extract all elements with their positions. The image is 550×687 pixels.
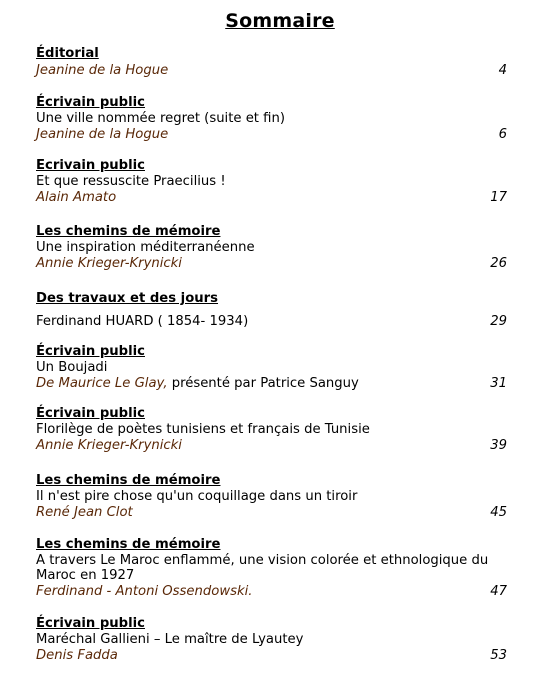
page-number: 45 [490, 505, 507, 520]
page-number: 4 [498, 63, 507, 78]
author-name: Ferdinand - Antoni Ossendowski. [36, 584, 253, 599]
section-heading: Les chemins de mémoire [36, 224, 221, 239]
page-number: 47 [490, 584, 507, 599]
toc-entry-ferdinand-huard [36, 291, 516, 330]
article-title: Et que ressuscite Praecilius ! [36, 174, 226, 189]
section-heading: Les chemins de mémoire [36, 473, 221, 488]
section-heading: Écrivain public [36, 95, 145, 110]
author-name: Denis Fadda [36, 648, 118, 663]
article-title: Il n'est pire chose qu'un coquillage dans un tiroir [36, 489, 358, 504]
author-line [36, 504, 516, 521]
page-number: 53 [490, 648, 507, 663]
section-heading: Ecrivain public [36, 158, 145, 173]
article-title: Florilège de poètes tunisiens et français de Tunisie [36, 422, 370, 437]
author-line [36, 437, 516, 454]
section-heading: Écrivain public [36, 344, 145, 359]
author-line [36, 126, 516, 143]
toc-entry-ville-nommee-regret [36, 95, 516, 143]
section-heading: Éditorial [36, 46, 99, 61]
author-line [36, 189, 516, 206]
section-heading: Écrivain public [36, 406, 145, 421]
page-number: 17 [490, 190, 507, 205]
article-title: Ferdinand HUARD ( 1854- 1934) [36, 314, 249, 329]
author-name: De Maurice Le Glay, [36, 376, 168, 391]
section-heading: Les chemins de mémoire [36, 537, 221, 552]
article-title: Une ville nommée regret (suite et fin) [36, 111, 285, 126]
page-number: 39 [490, 438, 507, 453]
toc-entry-marechal-gallieni [36, 616, 516, 664]
section-heading: Écrivain public [36, 616, 145, 631]
author-name: Annie Krieger-Krynicki [36, 256, 182, 271]
article-title: A travers Le Maroc enflammé, une vision colorée et ethnologique du Maroc en 1927 [36, 553, 489, 583]
toc-entry-inspiration-mediterraneenne [36, 224, 516, 272]
author-name: Jeanine de la Hogue [36, 127, 169, 142]
article-title: Une inspiration méditerranéenne [36, 240, 255, 255]
article-line [36, 313, 516, 330]
toc-entry-maroc-enflamme [36, 537, 526, 600]
toc-entry-coquillage [36, 473, 516, 521]
presenter-credit: présenté par Patrice Sanguy [167, 376, 359, 391]
toc-entry-florilege [36, 406, 516, 454]
section-heading: Des travaux et des jours [36, 291, 219, 306]
page-number: 26 [490, 256, 507, 271]
author-name: Alain Amato [36, 190, 117, 205]
page-number: 29 [490, 314, 507, 329]
article-title: Maréchal Gallieni – Le maître de Lyautey [36, 632, 304, 647]
author-line [36, 62, 516, 79]
author-line [36, 583, 526, 600]
page-title: Sommaire [225, 10, 335, 32]
author-name: Jeanine de la Hogue [36, 63, 169, 78]
toc-entry-un-boujadi [36, 344, 516, 392]
author-line [36, 255, 516, 272]
author-name: Annie Krieger-Krynicki [36, 438, 182, 453]
author-line [36, 375, 516, 392]
page-number: 31 [490, 376, 507, 391]
page-number: 6 [498, 127, 507, 142]
toc-entry-praecilius [36, 158, 516, 206]
author-line [36, 647, 516, 664]
toc-entry-editorial [36, 46, 516, 79]
author-name: René Jean Clot [36, 505, 133, 520]
article-title: Un Boujadi [36, 360, 108, 375]
